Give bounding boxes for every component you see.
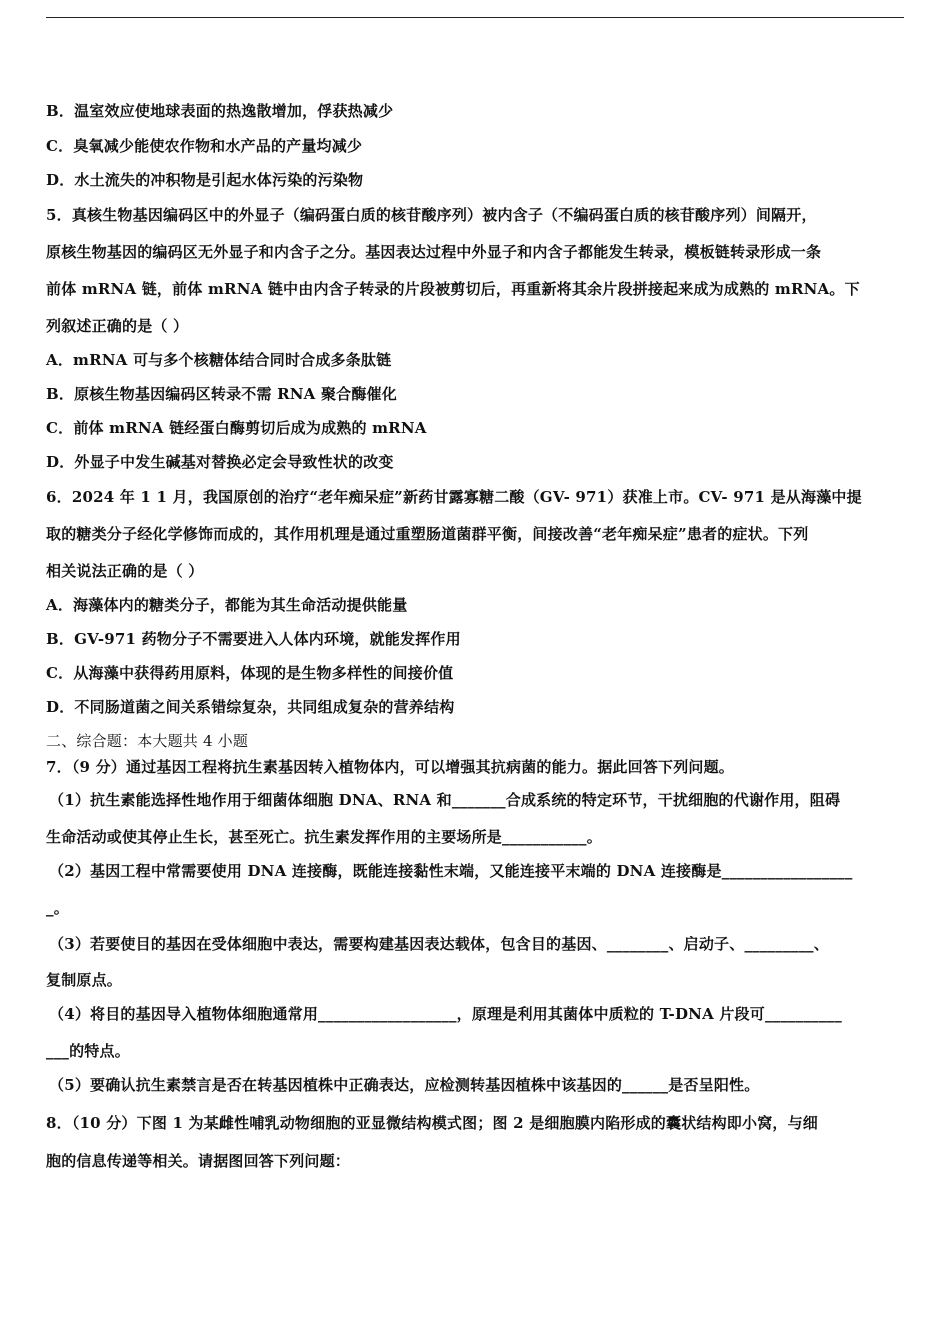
q5-option-c: C．前体 mRNA 链经蛋白酶剪切后成为成熟的 mRNA [46, 419, 427, 437]
q6-stem-line-3: 相关说法正确的是（ ） [46, 562, 204, 580]
q6-option-c: C．从海藻中获得药用原料，体现的是生物多样性的间接价值 [46, 664, 454, 682]
q7-part4-line-2: ___的特点。 [46, 1042, 130, 1060]
q7-part1-line-2: 生命活动或使其停止生长，甚至死亡。抗生素发挥作用的主要场所是___________。 [46, 828, 602, 846]
q5-stem-line-1: 5．真核生物基因编码区中的外显子（编码蛋白质的核苷酸序列）被内含子（不编码蛋白质的核苷酸序列）间隔开， [46, 206, 817, 224]
q7-part3-line-2: 复制原点。 [46, 971, 123, 989]
q5-stem-line-2: 原核生物基因的编码区无外显子和内含子之分。基因表达过程中外显子和内含子都能发生转录，模板链转录形成一条 [46, 243, 822, 261]
q8-stem-line-1: 8．（10 分）下图 1 为某雌性哺乳动物细胞的亚显微结构模式图；图 2 是细胞膜内陷形成的囊状结构即小窝，与细 [46, 1114, 819, 1132]
q5-stem-line-4: 列叙述正确的是（ ） [46, 317, 189, 335]
q7-part3-line-1: （3）若要使目的基因在受体细胞中表达，需要构建基因表达载体，包含目的基因、________、启动子、_________、 [49, 935, 829, 953]
q7-part1-line-1: （1）抗生素能选择性地作用于细菌体细胞 DNA、RNA 和_______合成系统的特定环节，干扰细胞的代谢作用，阻碍 [49, 791, 841, 809]
q7-stem: 7．（9 分）通过基因工程将抗生素基因转入植物体内，可以增强其抗病菌的能力。据此回答下列问题。 [46, 758, 735, 776]
q6-stem-line-1: 6．2024 年 1 1 月，我国原创的治疗“老年痴呆症”新药甘露寡糖二酸（GV- 971）获准上市。CV- 971 是从海藻中提 [46, 488, 862, 506]
q6-stem-line-2: 取的糖类分子经化学修饰而成的，其作用机理是通过重塑肠道菌群平衡，间接改善“老年痴呆症”患者的症状。下列 [46, 525, 809, 543]
q7-part4-line-1: （4）将目的基因导入植物体细胞通常用__________________，原理是利用其菌体中质粒的 T-DNA 片段可__________ [49, 1005, 842, 1023]
header-rule [46, 17, 904, 18]
q6-option-b: B．GV-971 药物分子不需要进入人体内环境，就能发挥作用 [46, 630, 461, 648]
q7-part5: （5）要确认抗生素禁言是否在转基因植株中正确表达，应检测转基因植株中该基因的______是否呈阳性。 [49, 1076, 760, 1094]
q5-option-d: D．外显子中发生碱基对替换必定会导致性状的改变 [46, 453, 394, 471]
q7-part2-line-1: （2）基因工程中常需要使用 DNA 连接酶，既能连接黏性末端，又能连接平末端的 DNA 连接酶是_________________ [49, 862, 853, 880]
q7-part2-line-2: _。 [46, 899, 69, 917]
q5-option-b: B．原核生物基因编码区转录不需 RNA 聚合酶催化 [46, 385, 397, 403]
q8-stem-line-2: 胞的信息传递等相关。请据图回答下列问题： [46, 1152, 351, 1170]
q5-option-a: A．mRNA 可与多个核糖体结合同时合成多条肽链 [46, 351, 392, 369]
q4-option-c: C．臭氧减少能使农作物和水产品的产量均减少 [46, 137, 363, 155]
section-heading: 二、综合题：本大题共 4 小题 [46, 732, 249, 750]
q4-option-d: D．水土流失的冲积物是引起水体污染的污染物 [46, 171, 364, 189]
q6-option-d: D．不同肠道菌之间关系错综复杂，共同组成复杂的营养结构 [46, 698, 455, 716]
q6-option-a: A．海藻体内的糖类分子，都能为其生命活动提供能量 [46, 596, 408, 614]
q5-stem-line-3: 前体 mRNA 链，前体 mRNA 链中由内含子转录的片段被剪切后，再重新将其余片段拼接起来成为成熟的 mRNA。下 [46, 280, 860, 298]
q4-option-b: B．温室效应使地球表面的热逸散增加，俘获热减少 [46, 102, 394, 120]
